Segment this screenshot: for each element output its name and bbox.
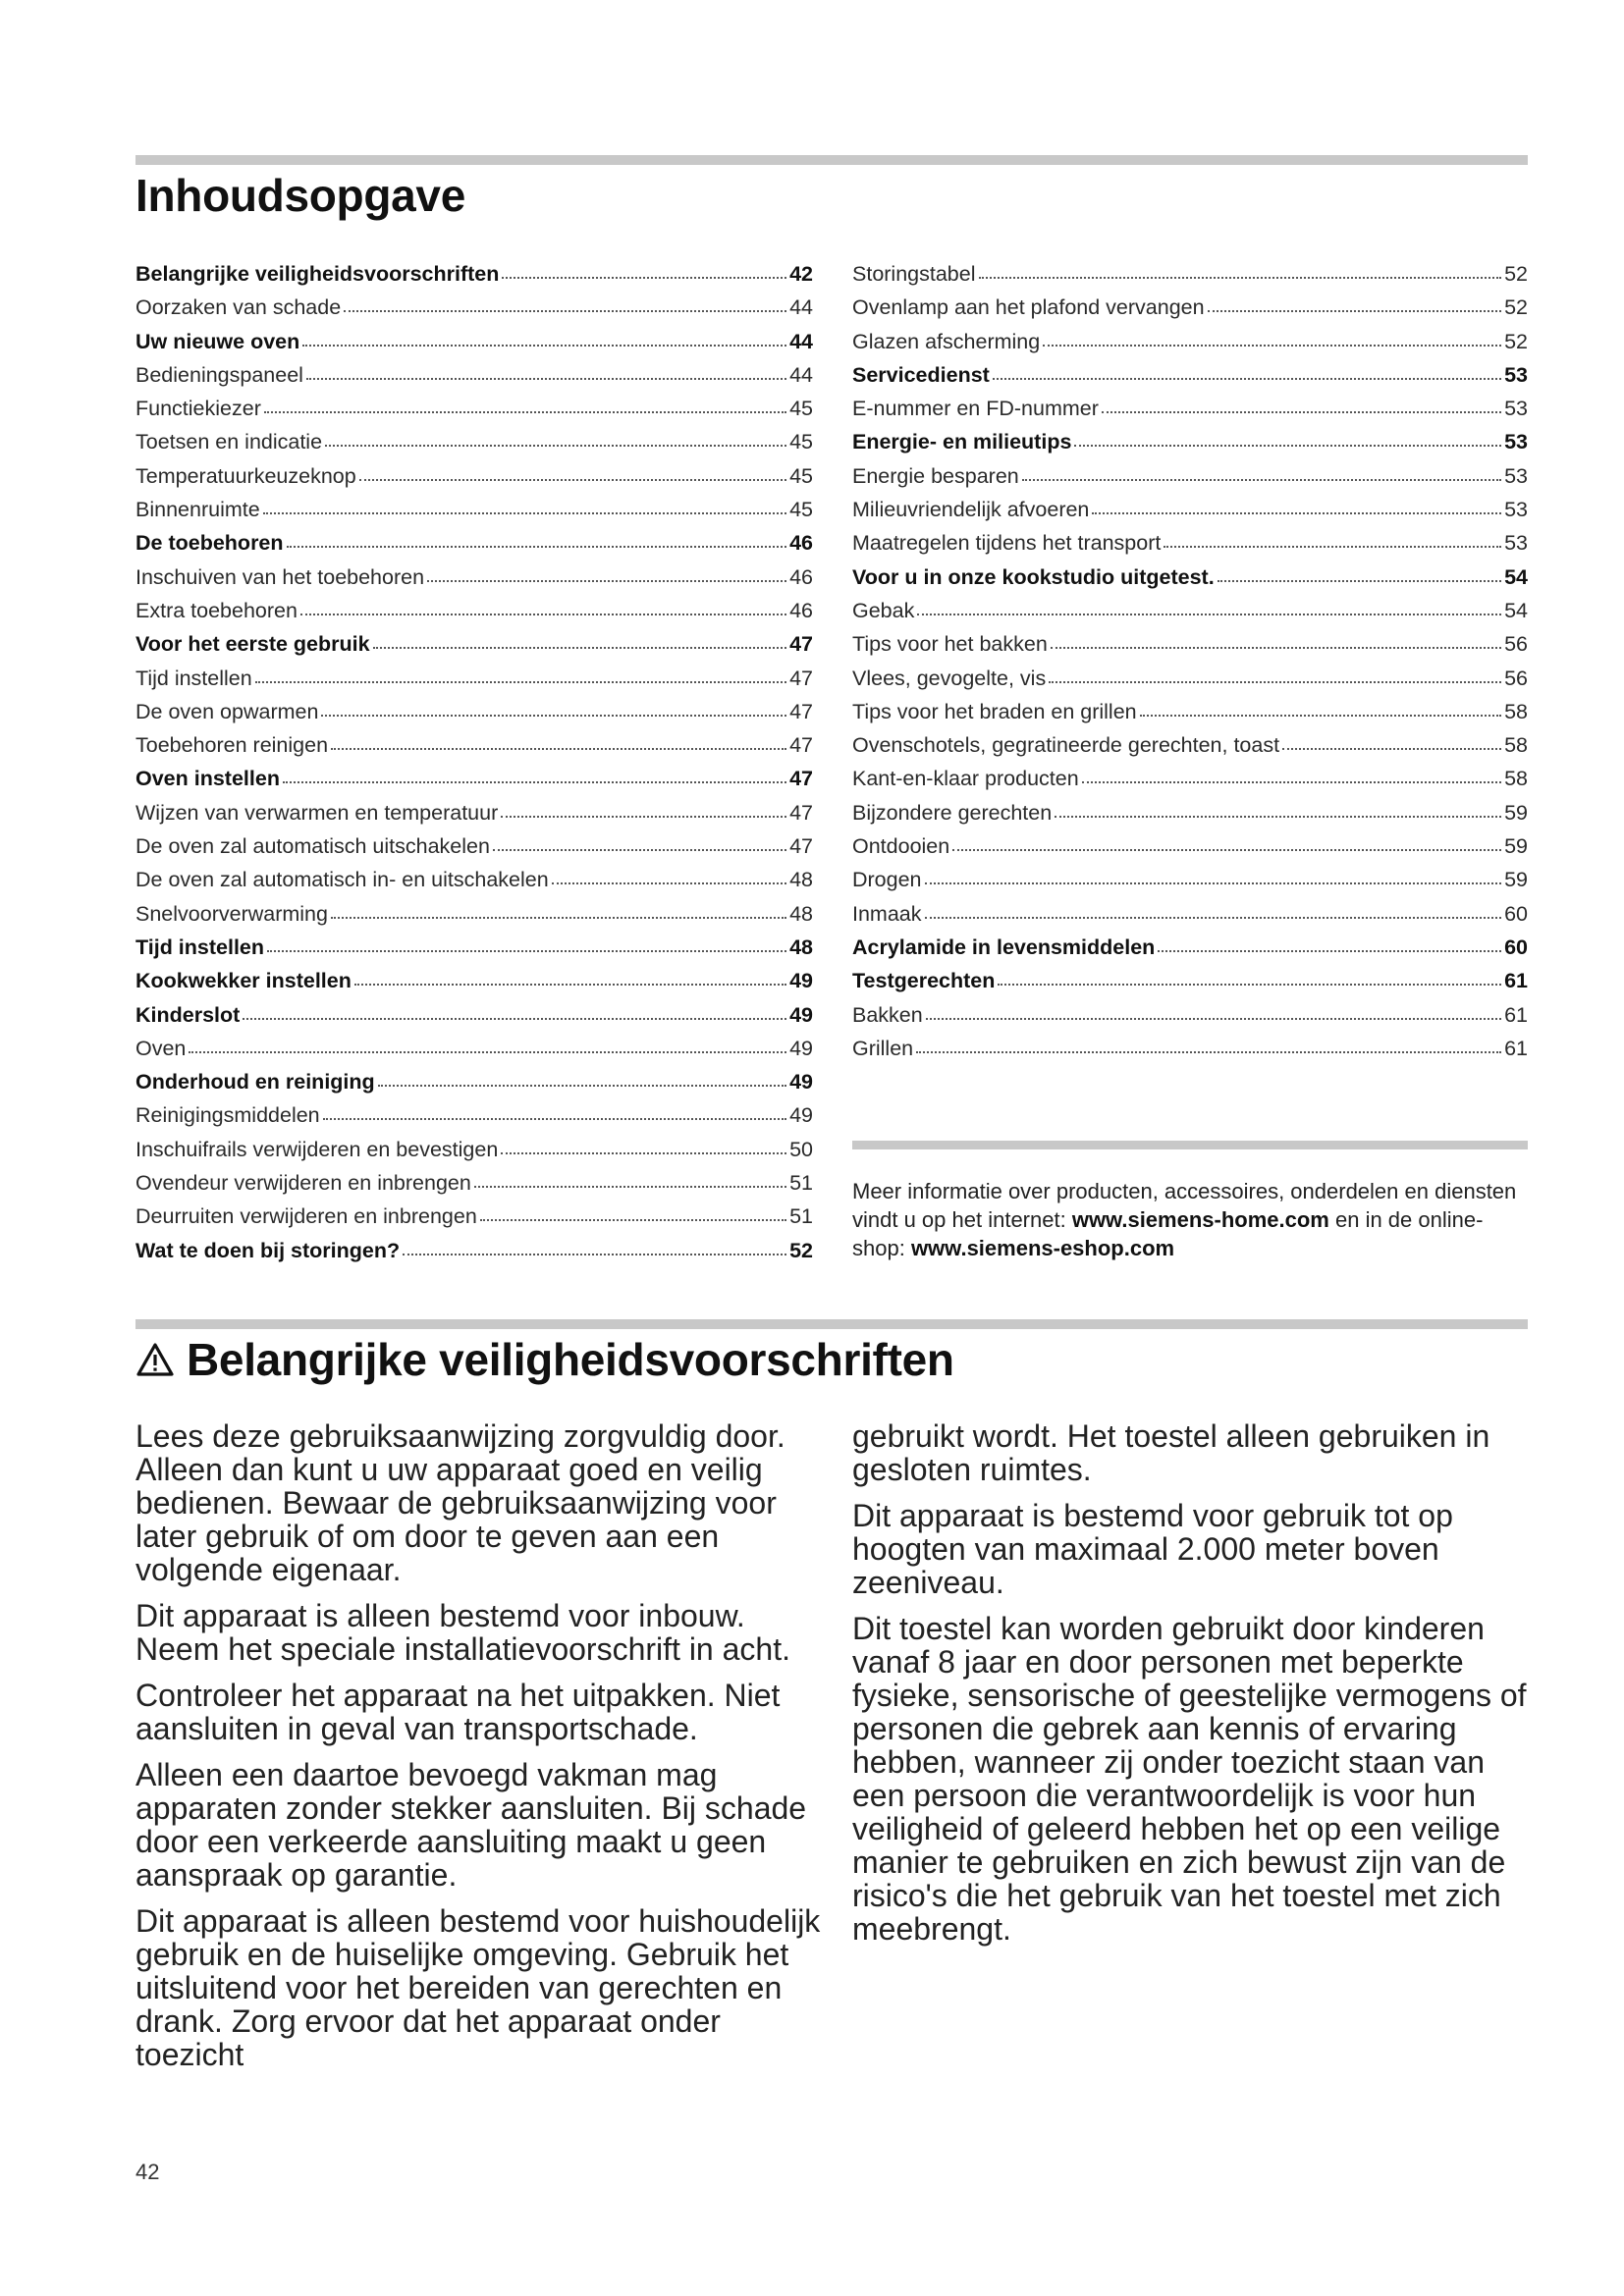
toc-entry-label: Binnenruimte — [135, 498, 260, 522]
toc-entry[interactable] — [135, 594, 813, 627]
toc-entry[interactable] — [852, 863, 1528, 896]
toc-leader-dots — [1164, 546, 1501, 548]
toc-entry-page: 49 — [789, 1103, 813, 1128]
toc-entry-page: 59 — [1504, 800, 1528, 825]
toc-entry-label: Tips voor het braden en grillen — [852, 699, 1137, 723]
toc-entry-page: 56 — [1504, 632, 1528, 657]
toc-entry-page: 53 — [1504, 362, 1528, 387]
toc-entry[interactable] — [852, 762, 1528, 795]
toc-entry-page: 53 — [1504, 463, 1528, 488]
toc-entry-page: 45 — [789, 397, 813, 421]
toc-entry-page: 61 — [1504, 1036, 1528, 1060]
toc-leader-dots — [264, 411, 786, 413]
toc-leader-dots — [302, 345, 786, 347]
toc-entry-label: De toebehoren — [135, 531, 284, 556]
toc-entry-page: 53 — [1504, 498, 1528, 522]
toc-entry[interactable] — [135, 291, 813, 324]
toc-entry[interactable] — [135, 1234, 813, 1267]
eshop-link[interactable]: www.siemens-eshop.com — [910, 1236, 1175, 1260]
toc-entry-label: Wat te doen bij storingen? — [135, 1238, 401, 1262]
toc-entry-label: Ontdooien — [852, 834, 950, 859]
toc-entry-label: Energie besparen — [852, 463, 1019, 488]
toc-entry-page: 58 — [1504, 733, 1528, 758]
toc-entry-label: Bedieningspaneel — [135, 362, 303, 387]
toc-entry-label: Voor het eerste gebruik — [135, 632, 370, 657]
toc-entry-label: Deurruiten verwijderen en inbrengen — [135, 1204, 477, 1229]
toc-entry[interactable] — [852, 1032, 1528, 1065]
toc-entry-page: 61 — [1504, 1002, 1528, 1027]
toc-entry-page: 47 — [789, 666, 813, 690]
toc-entry-page: 44 — [789, 329, 813, 353]
toc-entry[interactable] — [135, 325, 813, 358]
toc-leader-dots — [1282, 748, 1501, 750]
website-link[interactable]: www.siemens-home.com — [1071, 1207, 1329, 1232]
toc-entry[interactable] — [135, 1200, 813, 1233]
toc-entry[interactable] — [852, 425, 1528, 458]
safety-paragraph: gebruikt wordt. Het toestel alleen gebruiken in gesloten ruimtes. — [852, 1418, 1490, 1487]
toc-entry[interactable] — [135, 425, 813, 458]
toc-leader-dots — [552, 882, 786, 884]
toc-leader-dots — [1049, 681, 1501, 683]
safety-right-column — [852, 1419, 1540, 1958]
safety-paragraph: Dit apparaat is alleen bestemd voor huishoudelijk gebruik en de huiselijke omgeving. Gebruik het uitsluitend voor het bereiden van gerechten en drank. Zorg ervoor dat het apparaat onder toezicht — [135, 1903, 821, 2072]
toc-entry-page: 47 — [789, 800, 813, 825]
toc-entry-label: Kant-en-klaar producten — [852, 767, 1079, 791]
toc-entry-page: 52 — [789, 1238, 813, 1262]
section-divider — [135, 1319, 1528, 1329]
toc-entry-label: Testgerechten — [852, 969, 996, 993]
toc-entry[interactable] — [852, 998, 1528, 1032]
toc-entry-label: Temperatuurkeuzeknop — [135, 463, 356, 488]
toc-entry-label: Oven instellen — [135, 767, 280, 791]
toc-leader-dots — [263, 512, 786, 514]
toc-leader-dots — [1074, 445, 1501, 447]
toc-entry-label: Vlees, gevogelte, vis — [852, 666, 1047, 690]
toc-entry-page: 46 — [789, 564, 813, 589]
toc-entry[interactable] — [852, 662, 1528, 695]
safety-paragraph: Dit toestel kan worden gebruikt door kinderen vanaf 8 jaar en door personen met beperkte fysieke, sensorische of geestelijke vermogens of personen die gebrek aan kennis of ervaring hebben, wanneer zij onder toezicht staan van een persoon die verantwoordelijk is voor hun veiligheid of geleerd hebben het op een veilige manier te gebruiken en zich bewust zijn van de risico's die het gebruik van het toestel met zich meebrengt. — [852, 1611, 1527, 1947]
toc-entry-page: 45 — [789, 498, 813, 522]
toc-entry-page: 52 — [1504, 329, 1528, 353]
toc-entry[interactable] — [135, 1032, 813, 1065]
safety-paragraph: Controleer het apparaat na het uitpakken. Niet aansluiten in geval van transportschade. — [135, 1678, 781, 1746]
toc-entry[interactable] — [135, 257, 813, 291]
toc-leader-dots — [255, 681, 786, 683]
toc-entry[interactable] — [135, 762, 813, 795]
toc-entry[interactable] — [135, 662, 813, 695]
toc-entry-page: 52 — [1504, 262, 1528, 286]
info-text — [852, 1177, 1530, 1262]
toc-right-column — [852, 257, 1528, 1065]
toc-entry-label: Ovenschotels, gegratineerde gerechten, toast — [852, 733, 1280, 758]
toc-entry[interactable] — [852, 728, 1528, 762]
safety-paragraph: Lees deze gebruiksaanwijzing zorgvuldig door. Alleen dan kunt u uw apparaat goed en veilig bedienen. Bewaar de gebruiksaanwijzing voor later gebruik of om door te geven aan een volgende eigenaar. — [135, 1418, 785, 1587]
toc-leader-dots — [287, 546, 787, 548]
toc-entry-label: Toetsen en indicatie — [135, 430, 323, 454]
toc-leader-dots — [474, 1186, 786, 1188]
toc-entry[interactable] — [135, 829, 813, 863]
toc-entry[interactable] — [852, 829, 1528, 863]
toc-entry-label: De oven zal automatisch in- en uitschakelen — [135, 868, 549, 892]
toc-entry-page: 47 — [789, 733, 813, 758]
toc-entry-page: 44 — [789, 295, 813, 320]
toc-leader-dots — [501, 1152, 786, 1154]
toc-entry[interactable] — [852, 291, 1528, 324]
toc-entry-label: Tijd instellen — [135, 934, 265, 959]
toc-left-column — [135, 257, 813, 1267]
toc-leader-dots — [1208, 310, 1501, 312]
safety-paragraph: Alleen een daartoe bevoegd vakman mag apparaten zonder stekker aansluiten. Bij schade door een verkeerde aansluiting maakt u geen aanspraak op garantie. — [135, 1757, 807, 1893]
top-divider — [135, 155, 1528, 165]
toc-leader-dots — [1140, 715, 1501, 717]
toc-entry-page: 59 — [1504, 868, 1528, 892]
toc-entry-label: Storingstabel — [852, 262, 976, 286]
toc-entry[interactable] — [852, 964, 1528, 997]
warning-triangle-icon — [135, 1342, 175, 1377]
toc-entry-label: Bijzondere gerechten — [852, 800, 1053, 825]
toc-entry-label: Tips voor het bakken — [852, 632, 1048, 657]
toc-entry-page: 48 — [789, 934, 813, 959]
toc-entry-label: Grillen — [852, 1036, 914, 1060]
toc-leader-dots — [925, 917, 1502, 919]
toc-entry[interactable] — [852, 257, 1528, 291]
toc-leader-dots — [283, 781, 786, 783]
toc-entry[interactable] — [135, 728, 813, 762]
info-text-1: Meer informatie over producten, accessoires, onderdelen en diensten vindt u op het internet: — [852, 1179, 1517, 1232]
toc-leader-dots — [993, 378, 1501, 380]
toc-leader-dots — [321, 715, 786, 717]
toc-leader-dots — [344, 310, 786, 312]
toc-entry[interactable] — [852, 897, 1528, 931]
toc-entry[interactable] — [852, 392, 1528, 425]
toc-entry-label: Inmaak — [852, 901, 922, 926]
toc-entry-page: 60 — [1504, 901, 1528, 926]
toc-entry-label: Drogen — [852, 868, 922, 892]
toc-leader-dots — [1158, 950, 1501, 952]
toc-entry-page: 50 — [789, 1137, 813, 1161]
toc-entry[interactable] — [135, 1133, 813, 1166]
toc-leader-dots — [1043, 345, 1501, 347]
info-text-2: en in de online-shop: — [852, 1207, 1484, 1260]
toc-leader-dots — [917, 614, 1501, 615]
toc-entry-label: Kookwekker instellen — [135, 969, 352, 993]
toc-entry-page: 44 — [789, 362, 813, 387]
toc-entry-label: De oven zal automatisch uitschakelen — [135, 834, 490, 859]
toc-entry[interactable] — [135, 392, 813, 425]
toc-entry-page: 51 — [789, 1204, 813, 1229]
toc-leader-dots — [493, 849, 786, 851]
toc-leader-dots — [243, 1018, 786, 1020]
toc-entry-page: 46 — [789, 531, 813, 556]
toc-leader-dots — [354, 984, 786, 986]
toc-entry-page: 53 — [1504, 397, 1528, 421]
toc-entry-label: Tijd instellen — [135, 666, 252, 690]
toc-entry-page: 48 — [789, 868, 813, 892]
toc-leader-dots — [1022, 479, 1501, 481]
toc-leader-dots — [1082, 781, 1501, 783]
toc-entry-page: 51 — [789, 1171, 813, 1196]
toc-entry-page: 53 — [1504, 531, 1528, 556]
toc-entry[interactable] — [852, 931, 1528, 964]
toc-leader-dots — [427, 580, 786, 582]
toc-entry-label: Acrylamide in levensmiddelen — [852, 934, 1156, 959]
toc-entry[interactable] — [135, 897, 813, 931]
toc-entry-page: 58 — [1504, 767, 1528, 791]
toc-leader-dots — [378, 1085, 786, 1087]
toc-entry-label: E-nummer en FD-nummer — [852, 397, 1099, 421]
toc-entry-page: 60 — [1504, 934, 1528, 959]
toc-entry-label: Wijzen van verwarmen en temperatuur — [135, 800, 499, 825]
toc-entry-label: Milieuvriendelijk afvoeren — [852, 498, 1090, 522]
toc-leader-dots — [189, 1051, 786, 1053]
toc-entry-page: 58 — [1504, 699, 1528, 723]
toc-entry-label: Onderhoud en reiniging — [135, 1070, 375, 1095]
toc-entry-page: 54 — [1504, 564, 1528, 589]
toc-entry-label: Functiekiezer — [135, 397, 261, 421]
toc-entry[interactable] — [135, 931, 813, 964]
toc-entry-label: Inschuiven van het toebehoren — [135, 564, 425, 589]
toc-leader-dots — [926, 1018, 1501, 1020]
toc-entry[interactable] — [135, 863, 813, 896]
toc-entry-page: 47 — [789, 632, 813, 657]
toc-leader-dots — [979, 277, 1502, 279]
toc-entry-page: 45 — [789, 430, 813, 454]
toc-entry-page: 49 — [789, 1002, 813, 1027]
toc-entry-label: Gebak — [852, 598, 915, 622]
toc-entry-label: Kinderslot — [135, 1002, 241, 1027]
toc-entry-label: Uw nieuwe oven — [135, 329, 300, 353]
toc-entry[interactable] — [135, 561, 813, 594]
safety-paragraph: Dit apparaat is bestemd voor gebruik tot op hoogten van maximaal 2.000 meter boven zeeniveau. — [852, 1498, 1453, 1600]
toc-entry-page: 53 — [1504, 430, 1528, 454]
toc-leader-dots — [323, 1118, 786, 1120]
toc-leader-dots — [331, 748, 786, 750]
toc-leader-dots — [403, 1254, 786, 1255]
toc-leader-dots — [1092, 512, 1501, 514]
toc-entry-page: 45 — [789, 463, 813, 488]
toc-leader-dots — [952, 849, 1501, 851]
toc-entry[interactable] — [135, 459, 813, 493]
toc-entry-label: Voor u in onze kookstudio uitgetest. — [852, 564, 1215, 589]
toc-entry[interactable] — [852, 493, 1528, 526]
toc-entry[interactable] — [135, 1065, 813, 1098]
toc-entry-page: 49 — [789, 1036, 813, 1060]
toc-leader-dots — [359, 479, 786, 481]
toc-entry-label: Oorzaken van schade — [135, 295, 342, 320]
toc-entry-label: Snelvoorverwarming — [135, 901, 328, 926]
page-number: 42 — [135, 2160, 160, 2184]
toc-leader-dots — [306, 378, 786, 380]
toc-entry[interactable] — [135, 1166, 813, 1200]
toc-entry[interactable] — [852, 325, 1528, 358]
toc-entry[interactable] — [852, 594, 1528, 627]
toc-entry-page: 54 — [1504, 598, 1528, 622]
toc-leader-dots — [502, 277, 786, 279]
toc-entry-label: Bakken — [852, 1002, 923, 1027]
safety-left-column — [135, 1419, 823, 2084]
toc-entry-label: Servicedienst — [852, 362, 990, 387]
toc-entry-page: 46 — [789, 598, 813, 622]
toc-entry[interactable] — [852, 796, 1528, 829]
toc-entry-label: Glazen afscherming — [852, 329, 1041, 353]
toc-entry-page: 47 — [789, 699, 813, 723]
toc-entry-page: 47 — [789, 834, 813, 859]
toc-leader-dots — [998, 984, 1501, 986]
toc-entry-label: Inschuifrails verwijderen en bevestigen — [135, 1137, 499, 1161]
toc-entry[interactable] — [135, 796, 813, 829]
toc-entry-label: Reinigingsmiddelen — [135, 1103, 320, 1128]
toc-entry-page: 61 — [1504, 969, 1528, 993]
toc-entry[interactable] — [135, 998, 813, 1032]
toc-leader-dots — [916, 1051, 1501, 1053]
toc-entry[interactable] — [135, 358, 813, 392]
toc-entry-label: Oven — [135, 1036, 187, 1060]
safety-title-text: Belangrijke veiligheidsvoorschriften — [187, 1334, 954, 1385]
toc-entry[interactable] — [852, 358, 1528, 392]
toc-entry-page: 49 — [789, 1070, 813, 1095]
toc-title: Inhoudsopgave — [135, 170, 466, 221]
toc-entry[interactable] — [135, 493, 813, 526]
toc-entry-label: Toebehoren reinigen — [135, 733, 329, 758]
toc-entry-page: 49 — [789, 969, 813, 993]
toc-entry-page: 56 — [1504, 666, 1528, 690]
toc-entry-label: Maatregelen tijdens het transport — [852, 531, 1162, 556]
toc-leader-dots — [1102, 411, 1501, 413]
toc-entry-page: 52 — [1504, 295, 1528, 320]
safety-title — [135, 1333, 954, 1386]
toc-entry[interactable] — [852, 526, 1528, 560]
toc-entry[interactable] — [852, 695, 1528, 728]
toc-entry-label: Ovendeur verwijderen en inbrengen — [135, 1171, 471, 1196]
toc-leader-dots — [325, 445, 786, 447]
toc-leader-dots — [480, 1219, 786, 1221]
toc-entry[interactable] — [852, 627, 1528, 661]
toc-entry-label: De oven opwarmen — [135, 699, 319, 723]
toc-entry[interactable] — [135, 1098, 813, 1132]
toc-entry-page: 59 — [1504, 834, 1528, 859]
toc-entry-page: 47 — [789, 767, 813, 791]
toc-leader-dots — [1051, 647, 1501, 649]
toc-leader-dots — [331, 917, 786, 919]
toc-entry-label: Belangrijke veiligheidsvoorschriften — [135, 262, 500, 286]
safety-paragraph: Dit apparaat is alleen bestemd voor inbouw. Neem het speciale installatievoorschrift in acht. — [135, 1598, 790, 1667]
toc-entry[interactable] — [135, 695, 813, 728]
toc-entry[interactable] — [135, 526, 813, 560]
toc-leader-dots — [267, 950, 786, 952]
toc-entry-page: 48 — [789, 901, 813, 926]
toc-entry[interactable] — [852, 561, 1528, 594]
toc-entry-label: Extra toebehoren — [135, 598, 298, 622]
toc-entry[interactable] — [135, 627, 813, 661]
info-divider — [852, 1141, 1528, 1149]
toc-entry-page: 42 — [789, 262, 813, 286]
toc-leader-dots — [1218, 580, 1501, 582]
toc-entry[interactable] — [135, 964, 813, 997]
toc-leader-dots — [925, 882, 1502, 884]
toc-leader-dots — [300, 614, 786, 615]
toc-leader-dots — [373, 647, 787, 649]
toc-leader-dots — [501, 816, 786, 818]
toc-entry-label: Energie- en milieutips — [852, 430, 1072, 454]
toc-entry-label: Ovenlamp aan het plafond vervangen — [852, 295, 1205, 320]
toc-leader-dots — [1055, 816, 1501, 818]
toc-entry[interactable] — [852, 459, 1528, 493]
